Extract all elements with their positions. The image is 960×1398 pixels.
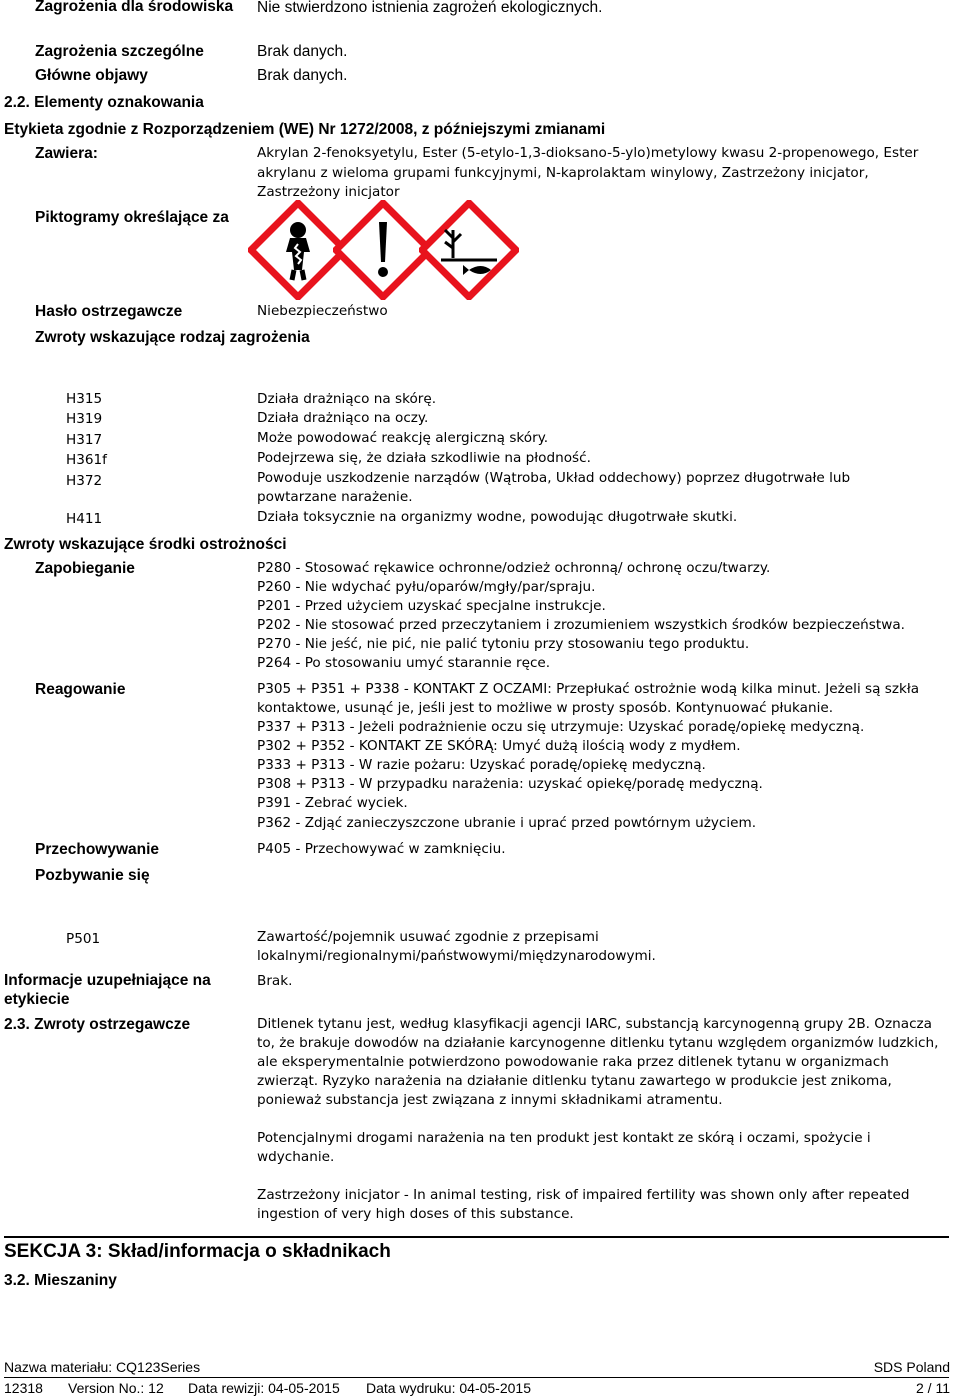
env-hazard-value: Nie stwierdzono istnienia zagrożeń ekologicznych. <box>257 0 603 16</box>
hazard-code: H361f <box>66 452 107 468</box>
disposal-label: Pozbywanie się <box>35 867 150 884</box>
main-symptoms-value: Brak danych. <box>257 67 348 84</box>
contains-value: Akrylan 2-fenoksyetylu, Ester (5-etylo-1,3-dioksano-5-ylo)metylowy kwasu 2-propenowego, Ester akrylanu z wieloma grupami funkcyjnymi, N-kaprolaktam winylowy, Zastrzeżony inicjator, Zastrzeżony inicjator <box>257 145 919 200</box>
warning-line: zwierząt. Ryzyko narażenia na działanie ditlenku tytanu zawartego w produkcie jest znikoma, <box>257 1073 892 1089</box>
hazard-text: Podejrzewa się, że działa szkodliwie na płodność. <box>257 450 591 466</box>
response-item: P333 + P313 - W razie pożaru: Uzyskać poradę/opiekę medyczną. <box>257 757 706 773</box>
disposal-code: P501 <box>66 931 101 947</box>
precautionary-label: Zwroty wskazujące środki ostrożności <box>4 536 287 553</box>
warning-line: ale eksperymentalnie potwierdzono powodowanie raka przez ditlenek tytanu w organizmach <box>257 1054 889 1070</box>
warning-line: Ditlenek tytanu jest, według klasyfikacji agencji IARC, substancją karcynogenną grupy 2B. Oznacza <box>257 1016 933 1032</box>
section-divider <box>4 1236 949 1238</box>
disposal-text-line: Zawartość/pojemnik usuwać zgodnie z przepisami <box>257 929 599 945</box>
prevention-item: P270 - Nie jeść, nie pić, nie palić tytoniu przy stosowaniu tego produktu. <box>257 636 750 652</box>
section-3-heading: SEKCJA 3: Skład/informacja o składnikach <box>4 1241 391 1262</box>
environment-pictogram <box>419 200 519 300</box>
footer-divider <box>4 1377 949 1378</box>
section-2-3-heading: 2.3. Zwroty ostrzegawcze <box>4 1016 191 1033</box>
env-hazard-label: Zagrożenia dla środowiska <box>35 0 234 15</box>
hazard-text: Powoduje uszkodzenie narządów (Wątroba, Układ oddechowy) poprzez długotrwałe lub powtarzane narażenie. <box>257 470 851 505</box>
special-hazard-value: Brak danych. <box>257 43 348 60</box>
special-hazard-label: Zagrożenia szczególne <box>35 43 204 60</box>
hazard-code: H317 <box>66 432 103 448</box>
response-label: Reagowanie <box>35 681 126 698</box>
prevention-item: P201 - Przed użyciem uzyskać specjalne instrukcje. <box>257 598 606 614</box>
warning-line: ingestion of very high doses of this substance. <box>257 1206 574 1222</box>
footer-page-number: 2 / 11 <box>916 1380 950 1396</box>
supplemental-label-cont: etykiecie <box>4 991 70 1008</box>
hazard-code: H319 <box>66 411 103 427</box>
hazard-code: H315 <box>66 391 103 407</box>
prevention-item: P260 - Nie wdychać pyłu/oparów/mgły/par/spraju. <box>257 579 596 595</box>
prevention-item: P202 - Nie stosować przed przeczytaniem i zrozumieniem wszystkich środków bezpieczeństwa. <box>257 617 905 633</box>
hazard-statements-label: Zwroty wskazujące rodzaj zagrożenia <box>35 329 310 346</box>
section-2-2-heading: 2.2. Elementy oznakowania <box>4 94 204 111</box>
disposal-text-line: lokalnymi/regionalnymi/państwowymi/międzynarodowymi. <box>257 948 656 964</box>
signal-word-value: Niebezpieczeństwo <box>257 303 388 319</box>
label-regulation-heading: Etykieta zgodnie z Rozporządzeniem (WE) Nr 1272/2008, z późniejszymi zmianami <box>4 121 606 138</box>
exclamation-mark-pictogram <box>333 200 433 300</box>
response-item: P337 + P313 - Jeżeli podrażnienie oczu się utrzymuje: Uzyskać poradę/opiekę medyczną. <box>257 719 865 735</box>
warning-line: Zastrzeżony inicjator - In animal testing, risk of impaired fertility was shown only after repeated <box>257 1187 910 1203</box>
hazard-code: H411 <box>66 511 103 527</box>
storage-label: Przechowywanie <box>35 841 160 858</box>
response-item: P305 + P351 + P338 - KONTAKT Z OCZAMI: Przepłukać ostrożnie wodą kilka minut. Jeżeli są szkła <box>257 681 920 697</box>
response-item: P362 - Zdjąć zanieczyszczone ubranie i uprać przed powtórnym użyciem. <box>257 815 757 831</box>
response-item: kontaktowe, usunąć je, jeśli jest to możliwe w prosty sposób. Kontynuować płukanie. <box>257 700 834 716</box>
supplemental-label: Informacje uzupełniające na <box>4 972 211 989</box>
hazard-text: Działa drażniąco na oczy. <box>257 410 429 426</box>
warning-line: wdychanie. <box>257 1149 335 1165</box>
hazard-code: H372 <box>66 473 103 489</box>
warning-line: to, że brakuje dowodów na działanie karcynogenne ditlenku tytanu względem organizmów ludzkich, <box>257 1035 939 1051</box>
prevention-item: P280 - Stosować rękawice ochronne/odzież ochronną/ ochronę oczu/twarzy. <box>257 560 771 576</box>
footer-doc-number: 12318 <box>4 1380 43 1396</box>
prevention-label: Zapobieganie <box>35 560 135 577</box>
warning-line: Potencjalnymi drogami narażenia na ten produkt jest kontakt ze skórą i oczami, spożycie i <box>257 1130 871 1146</box>
hazard-text: Działa toksycznie na organizmy wodne, powodując długotrwałe skutki. <box>257 509 738 525</box>
footer-version: Version No.: 12 <box>68 1380 164 1396</box>
prevention-item: P264 - Po stosowaniu umyć starannie ręce. <box>257 655 551 671</box>
response-item: P391 - Zebrać wyciek. <box>257 795 408 811</box>
signal-word-label: Hasło ostrzegawcze <box>35 303 183 320</box>
warning-line: ponieważ substancja jest związana z innymi składnikami atramentu. <box>257 1092 723 1108</box>
supplemental-value: Brak. <box>257 973 293 989</box>
hazard-text: Działa drażniąco na skórę. <box>257 391 437 407</box>
footer-print-date: Data wydruku: 04-05-2015 <box>366 1380 531 1396</box>
section-3-2-heading: 3.2. Mieszaniny <box>4 1272 117 1289</box>
footer-sds: SDS Poland <box>873 1359 950 1375</box>
hazard-text: Może powodować reakcję alergiczną skóry. <box>257 430 549 446</box>
footer-material-name: Nazwa materiału: CQ123Series <box>4 1359 201 1375</box>
footer-revision-date: Data rewizji: 04-05-2015 <box>188 1380 340 1396</box>
main-symptoms-label: Główne objawy <box>35 67 148 84</box>
response-item: P302 + P352 - KONTAKT ZE SKÓRĄ: Umyć dużą ilością wody z mydłem. <box>257 738 741 754</box>
contains-label: Zawiera: <box>35 145 98 162</box>
storage-value: P405 - Przechowywać w zamknięciu. <box>257 841 506 857</box>
pictograms-label: Piktogramy określające za <box>35 209 229 226</box>
response-item: P308 + P313 - W przypadku narażenia: uzyskać opiekę/poradę medyczną. <box>257 776 763 792</box>
